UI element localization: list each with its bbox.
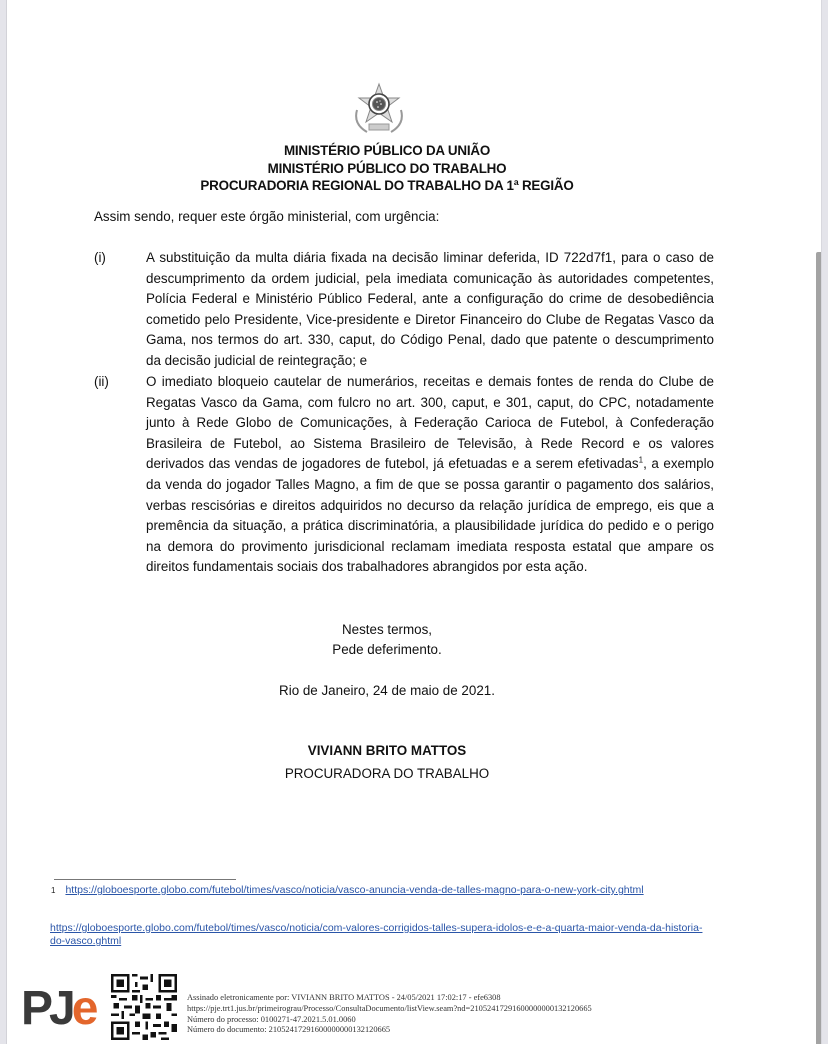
header-line-2: MINISTÉRIO PÚBLICO DO TRABALHO xyxy=(267,160,507,176)
electronic-signature-info xyxy=(187,993,592,1036)
footnote-mark: 1 xyxy=(51,886,56,895)
pje-logo-pj: PJ xyxy=(21,982,72,1035)
footnote-link-1[interactable]: https://globoesporte.globo.com/futebol/times/vasco/noticia/vasco-anuncia-venda-de-talles-magno-para-o-new-york-city.ghtml xyxy=(65,884,644,896)
item-text-part-1: O imediato bloqueio cautelar de numerários, receitas e demais fontes de renda do Clube de Regatas Vasco da Gama, com fulcro no art. 300, caput, e 301, caput, do CPC, notadamente junto à Rede Globo de Comunicações, à Federação Carioca de Futebol, à Confederação Brasileira de Futebol, ao Sistema Brasileiro de Televisão, à Rede Record e os valores derivados das vendas de jogadores de futebol, já efetuadas e a serem efetivadas xyxy=(146,374,714,472)
footnote-2 xyxy=(50,922,710,948)
scrollbar-track[interactable] xyxy=(821,0,828,1044)
item-label: (i) xyxy=(94,250,106,265)
signatory-title: PROCURADORA DO TRABALHO xyxy=(284,766,490,781)
footnote-separator xyxy=(54,879,236,880)
intro-paragraph: Assim sendo, requer este órgão ministerial, com urgência: xyxy=(94,209,440,224)
request-item-ii xyxy=(94,372,714,578)
pje-logo xyxy=(21,984,94,1034)
place-date: Rio de Janeiro, 24 de maio de 2021. xyxy=(279,683,495,698)
document-header xyxy=(7,142,767,195)
footnote-1 xyxy=(50,884,710,897)
footnote-ref[interactable]: 1 xyxy=(638,455,644,465)
brazil-coat-of-arms-icon xyxy=(349,80,409,136)
qr-code-icon xyxy=(111,974,177,1040)
verification-url[interactable]: https://pje.trt1.jus.br/primeirograu/Processo/ConsultaDocumento/listView.seam?nd=21052417291600000000132120665 xyxy=(187,1003,592,1013)
item-text xyxy=(146,372,714,578)
viewer-left-edge xyxy=(0,0,7,1044)
header-line-1: MINISTÉRIO PÚBLICO DA UNIÃO xyxy=(283,143,491,158)
process-number: Número do processo: 0100271-47.2021.5.01.0060 xyxy=(187,1014,356,1024)
signed-by: Assinado eletronicamente por: VIVIANN BRITO MATTOS - 24/05/2021 17:02:17 - efe6308 xyxy=(187,993,501,1002)
request-item-i xyxy=(94,248,714,372)
item-text-part-2: , a exemplo da venda do jogador Talles Magno, a fim de que se possa garantir o pagamento dos salários, verbas rescisórias e direitos adquiridos no decurso da relação jurídica de emprego, eis que a premência da situação, a prática discriminatória, a plausibilidade jurídica do pedido e o perigo na demora do provimento jurisdicional reclamam imediata resposta estatal que ampare os direitos fundamentais sociais dos trabalhadores abrangidos por esta ação. xyxy=(146,456,714,575)
item-text: A substituição da multa diária fixada na decisão liminar deferida, ID 722d7f1, para o caso de descumprimento da ordem judicial, pela imediata comunicação às autoridades competentes, Polícia Federal e Ministério Público Federal, ante a configuração do crime de desobediência cometido pelo Presidente, Vice-presidente e Diretor Financeiro do Clube de Regatas Vasco da Gama, nos termos do art. 330, caput, do Código Penal, dado que patente o descumprimento da decisão judicial de reintegração; e xyxy=(146,250,714,368)
document-number: Número do documento: 21052417291600000000132120665 xyxy=(187,1025,391,1035)
footnote-link-2[interactable]: https://globoesporte.globo.com/futebol/times/vasco/noticia/com-valores-corrigidos-talles-supera-idolos-e-e-a-quarta-maior-venda-da-historia-do-vasco.ghtml xyxy=(50,922,703,947)
item-label: (ii) xyxy=(94,374,109,389)
pje-logo-e: e xyxy=(71,982,95,1035)
closing-line-1: Nestes termos, xyxy=(341,622,433,637)
closing-line-2: Pede deferimento. xyxy=(332,642,442,657)
signatory-name: VIVIANN BRITO MATTOS xyxy=(307,743,467,758)
header-line-3: PROCURADORIA REGIONAL DO TRABALHO DA 1ª REGIÃO xyxy=(200,178,574,193)
document-page xyxy=(7,0,816,1044)
